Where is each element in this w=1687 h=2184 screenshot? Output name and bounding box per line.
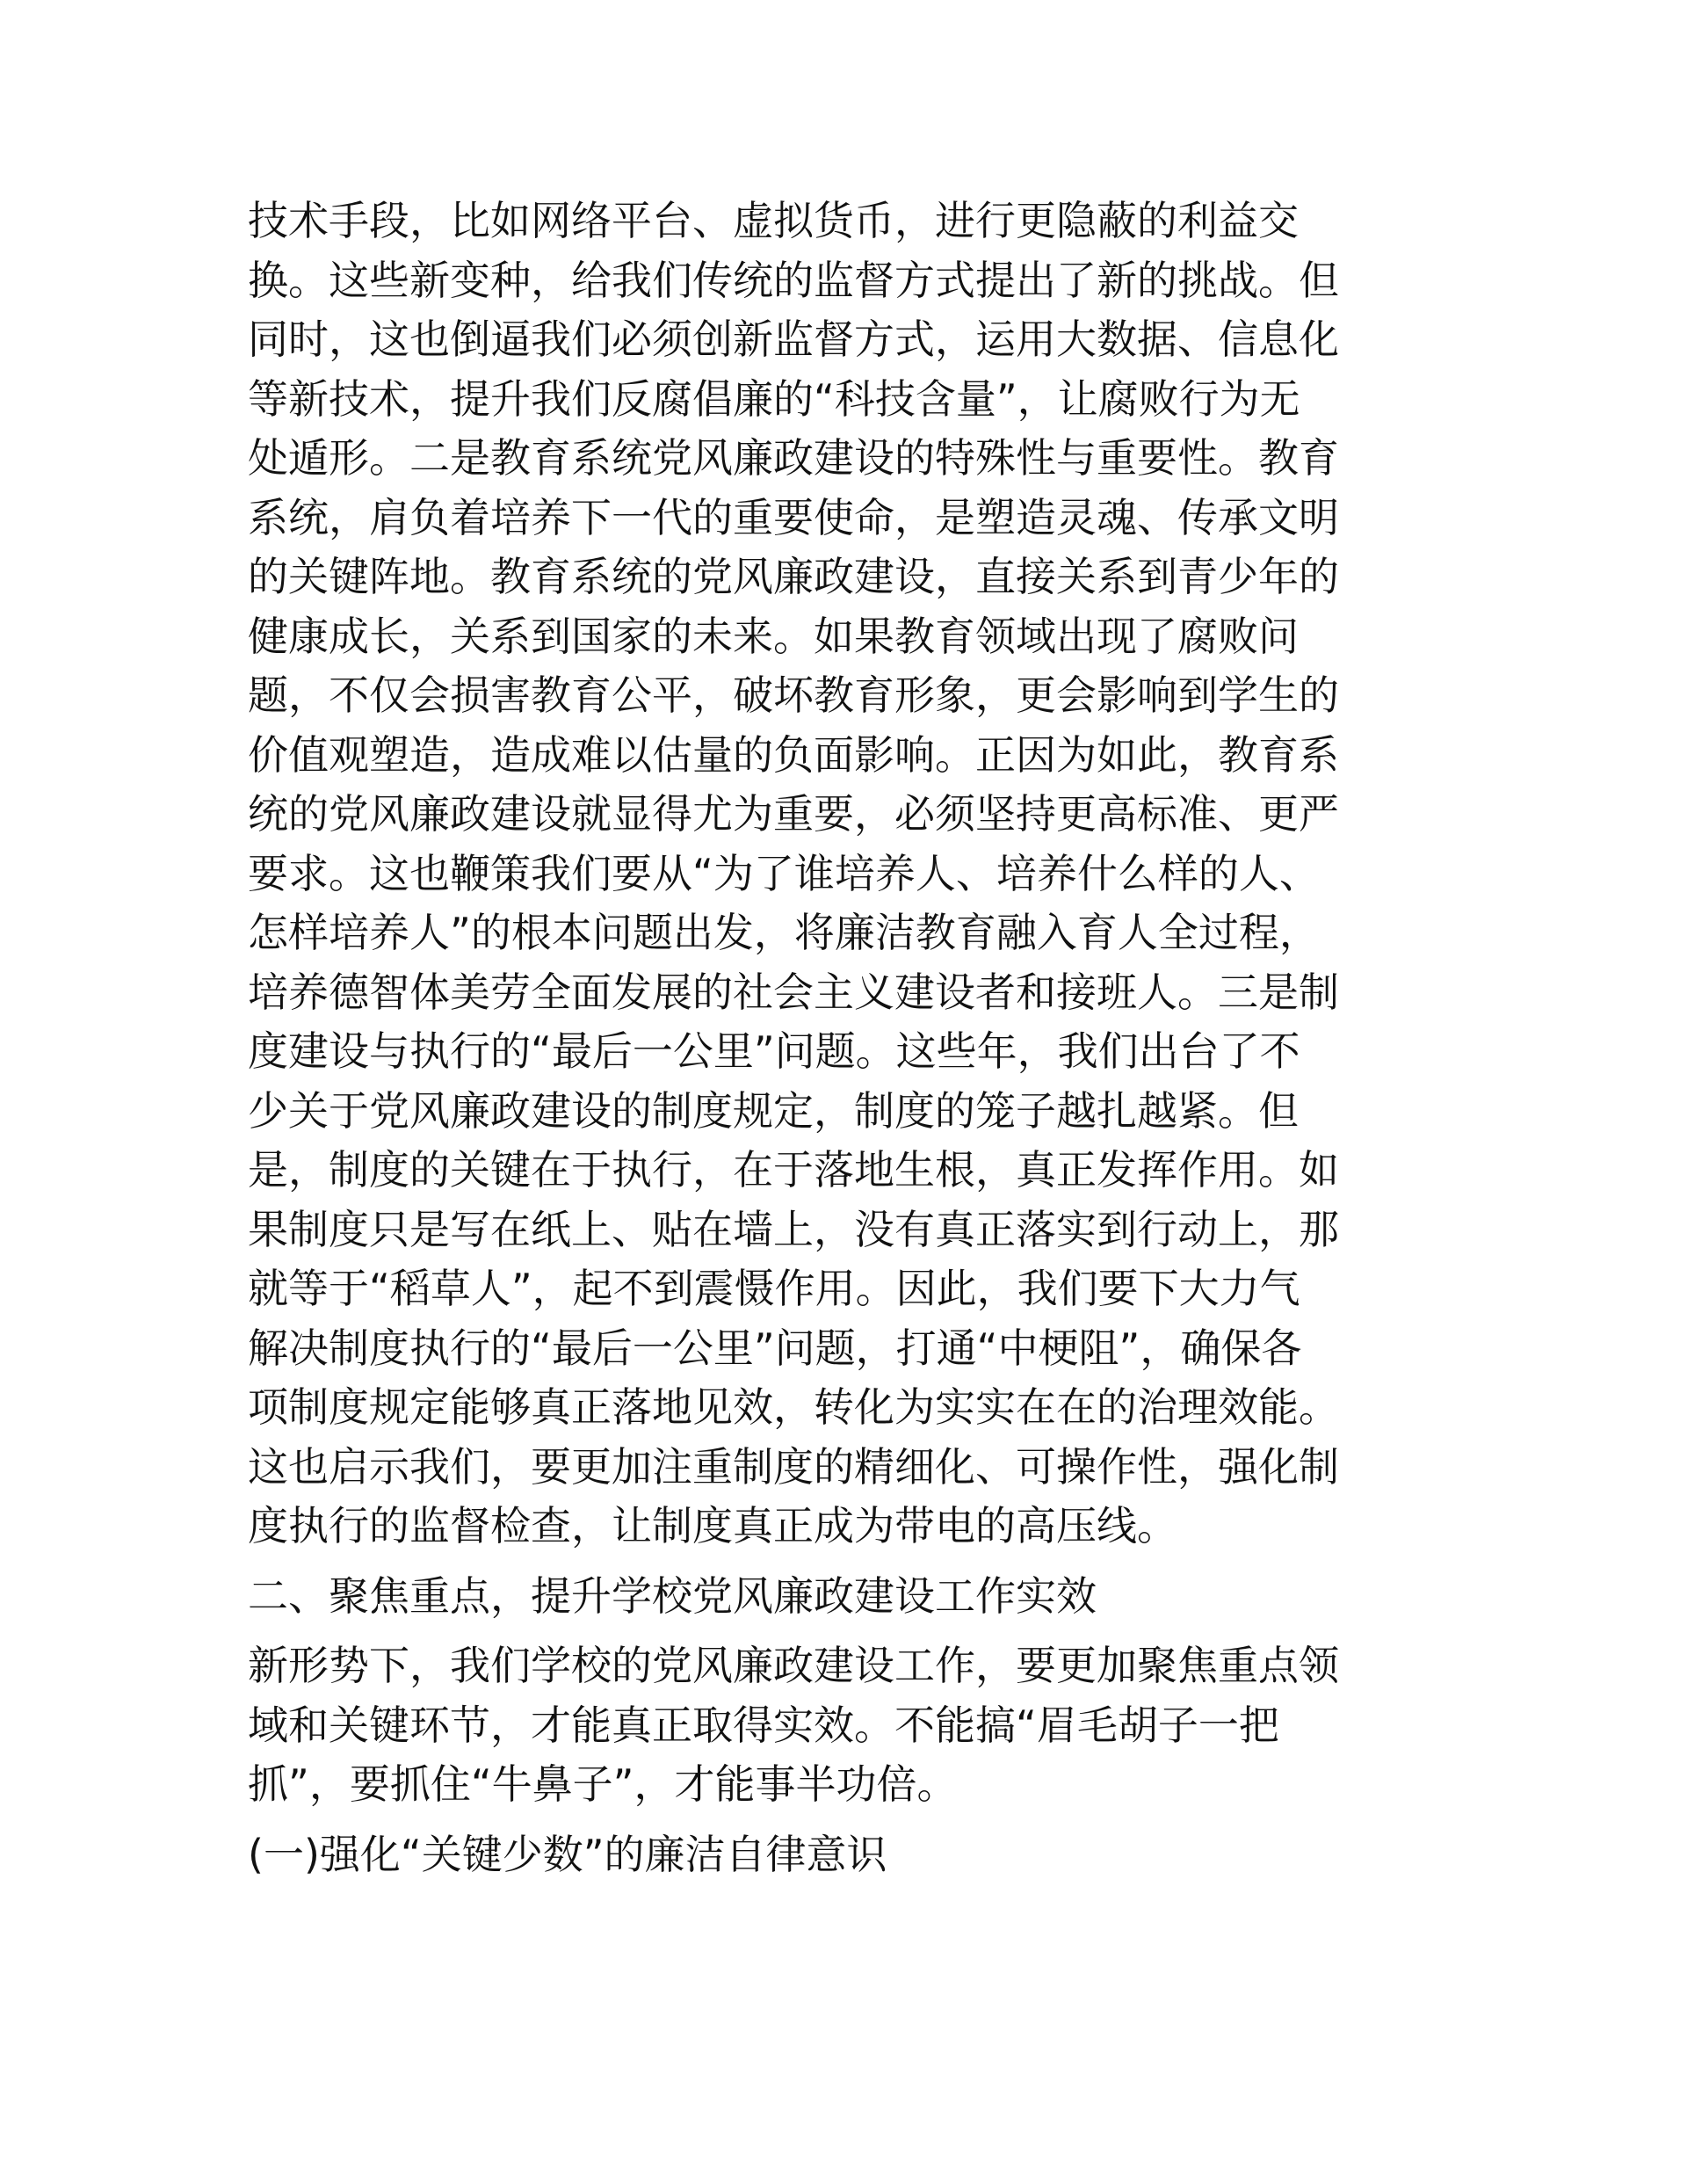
- text-line: 是，制度的关键在于执行，在于落地生根，真正发挥作用。如: [248, 1146, 1339, 1194]
- text-line: 域和关键环节，才能真正取得实效。不能搞“眉毛胡子一把: [248, 1701, 1279, 1749]
- section-heading: [248, 1567, 1441, 1627]
- paragraph-spacer: [248, 1815, 1441, 1825]
- text-line: 怎样培养人”的根本问题出发，将廉洁教育融入育人全过程，: [248, 909, 1320, 956]
- text-line: 的关键阵地。教育系统的党风廉政建设，直接关系到青少年的: [248, 553, 1339, 600]
- text-line: 系统，肩负着培养下一代的重要使命，是塑造灵魂、传承文明: [248, 493, 1339, 541]
- text-line: 要求。这也鞭策我们要从“为了谁培养人、培养什么样的人、: [248, 849, 1320, 897]
- text-line: 培养德智体美劳全面发展的社会主义建设者和接班人。三是制: [248, 968, 1339, 1016]
- text-line: 这也启示我们，要更加注重制度的精细化、可操作性，强化制: [248, 1442, 1339, 1491]
- text-line: 解决制度执行的“最后一公里”问题，打通“中梗阻”，确保各: [248, 1324, 1302, 1372]
- text-line: 处遁形。二是教育系统党风廉政建设的特殊性与重要性。教育: [248, 434, 1339, 482]
- text-line: 换。这些新变种，给我们传统的监督方式提出了新的挑战。但: [248, 256, 1339, 304]
- text-line: 果制度只是写在纸上、贴在墙上，没有真正落实到行动上，那: [248, 1205, 1339, 1253]
- subsection-heading: [248, 1825, 1441, 1885]
- text-line: 少关于党风廉政建设的制度规定，制度的笼子越扎越紧。但: [248, 1086, 1299, 1135]
- text-line: 等新技术，提升我们反腐倡廉的“科技含量”，让腐败行为无: [248, 374, 1300, 423]
- paragraph-spacer: [248, 1556, 1441, 1567]
- document-page: [248, 192, 1441, 1884]
- body-paragraph: [248, 192, 1441, 1556]
- text-line: 就等于“稻草人”，起不到震慑作用。因此，我们要下大力气: [248, 1265, 1300, 1312]
- body-paragraph: [248, 1636, 1441, 1815]
- text-line: 价值观塑造，造成难以估量的负面影响。正因为如此，教育系: [248, 730, 1339, 779]
- text-line: 同时，这也倒逼我们必须创新监督方式，运用大数据、信息化: [248, 316, 1339, 363]
- heading-line: 二、聚焦重点，提升学校党风廉政建设工作实效: [248, 1571, 1097, 1620]
- text-line: 度建设与执行的“最后一公里”问题。这些年，我们出台了不: [248, 1027, 1300, 1075]
- text-line: 新形势下，我们学校的党风廉政建设工作，要更加聚焦重点领: [248, 1642, 1339, 1689]
- text-line: 项制度规定能够真正落地见效，转化为实实在在的治理效能。: [248, 1383, 1339, 1431]
- text-line: 抓”，要抓住“牛鼻子”，才能事半功倍。: [248, 1760, 958, 1808]
- text-line: 度执行的监督检查，让制度真正成为带电的高压线。: [248, 1502, 1177, 1549]
- text-line: 题，不仅会损害教育公平，破坏教育形象，更会影响到学生的: [248, 671, 1339, 719]
- text-line: 健康成长，关系到国家的未来。如果教育领域出现了腐败问: [248, 612, 1299, 660]
- heading-line: (一)强化“关键少数”的廉洁自律意识: [248, 1830, 887, 1878]
- paragraph-spacer: [248, 1626, 1441, 1636]
- text-line: 技术手段，比如网络平台、虚拟货币，进行更隐蔽的利益交: [248, 197, 1299, 244]
- text-line: 统的党风廉政建设就显得尤为重要，必须坚持更高标准、更严: [248, 790, 1339, 838]
